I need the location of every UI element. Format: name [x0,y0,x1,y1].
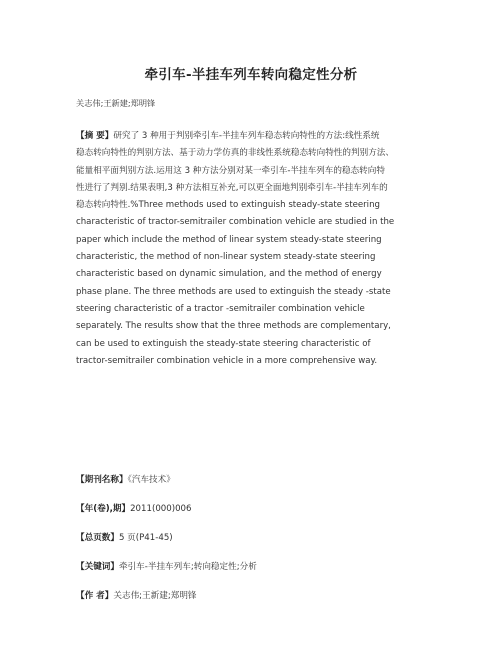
abstract-line: steering characteristic of a tractor -semitrailer combination vehicle [76,303,365,314]
abstract-label: 【摘 要】 [76,131,114,141]
abstract-line [76,128,436,145]
year-issue-label: 【年(卷),期】 [76,504,131,514]
page-count-field [76,531,173,543]
year-issue-value: 2011(000)006 [130,504,192,514]
year-issue-field [76,502,191,514]
page-title: 牵引车-半挂车列车转向稳定性分析 [144,67,358,83]
journal-label: 【期刊名称】 [76,475,128,485]
abstract-line: can be used to extinguish the steady-state steering characteristic of [76,338,371,349]
abstract-line: characteristic of tractor-semitrailer combination vehicle are studied in the [76,217,395,228]
abstract-line: 稳态转向特性的判别方法、基于动力学仿真的非线性系统稳态转向特性的判别方法、 [76,148,394,159]
abstract-line: 能量相平面判别方法.运用这 3 种方法分别对某一牵引车-半挂车列车的稳态转向特 [76,165,385,176]
journal-value: 《汽车技术》 [127,475,175,485]
authors-label: 【作 者】 [76,591,114,601]
author-list: 关志伟;王新建;郑明锋 [76,98,156,108]
keywords-value: 牵引车-半挂车列车;转向稳定性;分析 [118,562,257,572]
authors-value: 关志伟;王新建;郑明锋 [113,591,197,601]
keywords-field [76,560,257,572]
abstract-line: tractor-semitrailer combination vehicle in a more comprehensive way. [76,355,378,366]
journal-field [76,473,175,485]
abstract-block [76,128,436,370]
abstract-line: paper which include the method of linear system steady-state steering [76,234,382,245]
page-count-label: 【总页数】 [76,533,119,543]
authors-field [76,589,197,601]
abstract-line: characteristic based on dynamic simulation, and the method of energy [76,269,382,280]
abstract-line: characteristic, the method of non-linear system steady-state steering [76,252,376,263]
page-count-value: 5 页(P41-45) [118,533,173,543]
keywords-label: 【关键词】 [76,562,119,572]
abstract-text: 研究了 3 种用于判别牵引车-半挂车列车稳态转向特性的方法:线性系统 [113,131,380,141]
abstract-line: 稳态转向特性.%Three methods used to extinguish steady-state steering [76,200,380,211]
abstract-line: phase plane. The three methods are used to extinguish the steady -state [76,286,391,297]
abstract-line: separately. The results show that the three methods are complementary, [76,321,391,332]
abstract-line: 性进行了判别.结果表明,3 种方法相互补充,可以更全面地判别牵引车-半挂车列车的 [76,182,388,193]
